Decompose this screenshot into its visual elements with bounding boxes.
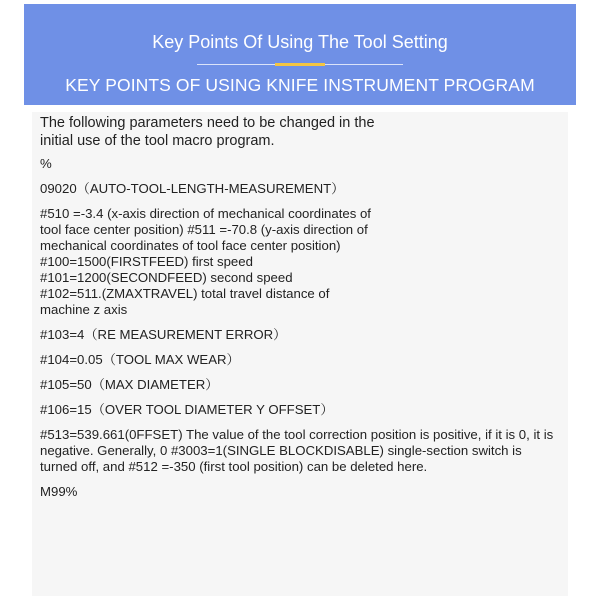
param-106: #106=15（OVER TOOL DIAMETER Y OFFSET） (40, 402, 334, 417)
z-travel-param: #102=511.(ZMAXTRAVEL) total travel distance of machine z axis (40, 286, 330, 317)
second-speed-param: #101=1200(SECONDFEED) second speed (40, 270, 293, 285)
banner-divider (24, 64, 576, 66)
parameter-document (32, 112, 568, 596)
param-513: #513=539.661(0FFSET) The value of the tool correction position is positive, if it is 0, it is negative. Generally, 0 #3003=1(SINGLE BLOCKDISABLE) single-section switch is turned off, and #512 =-350 (first tool position) can be deleted here. (40, 427, 554, 474)
banner-title: Key Points Of Using The Tool Setting (152, 32, 448, 52)
param-105: #105=50（MAX DIAMETER） (40, 377, 219, 392)
program-header: 09020（AUTO-TOOL-LENGTH-MEASUREMENT） (40, 181, 345, 196)
coordinate-params: #510 =-3.4 (x-axis direction of mechanical coordinates of tool face center position) #511 =-70.8 (y-axis direction of mechanical coordinates of tool face center position) (40, 206, 371, 253)
param-104: #104=0.05（TOOL MAX WEAR） (40, 352, 240, 367)
divider-line-right (325, 64, 403, 65)
param-103: #103=4（RE MEASUREMENT ERROR） (40, 327, 287, 342)
header-banner (24, 4, 576, 105)
end-line: M99% (40, 484, 78, 499)
intro-text: The following parameters need to be changed in the initial use of the tool macro program. (40, 115, 375, 149)
divider-accent (275, 63, 325, 66)
divider-line-left (197, 64, 275, 65)
banner-subtitle: KEY POINTS OF USING KNIFE INSTRUMENT PROGRAM (65, 75, 535, 95)
percent-line: % (40, 156, 52, 171)
first-speed-param: #100=1500(FIRSTFEED) first speed (40, 254, 253, 269)
